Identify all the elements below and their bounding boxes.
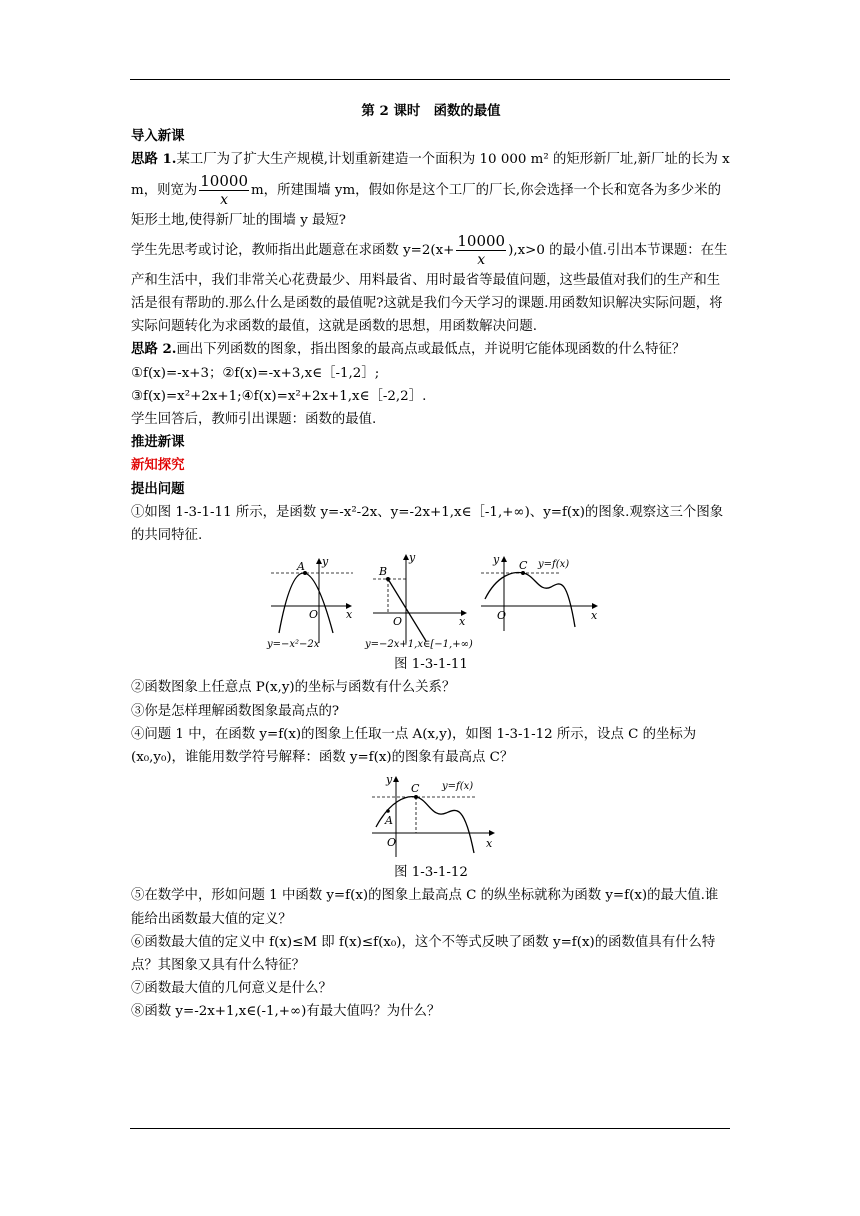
fraction-denominator: x (220, 191, 229, 208)
fig1-x-label-2: x (459, 615, 466, 629)
section-explore: 新知探究 (131, 457, 185, 474)
header-rule (130, 79, 730, 80)
idea1-paragraph (131, 148, 731, 231)
idea1-text-a: 某工厂为了扩大生产规模,计划重新建造一个面积为 10 000 m² 的矩形新厂址,新厂址的长为 x m，则宽为 (131, 152, 730, 198)
question-2: ②函数图象上任意点 P(x,y)的坐标与函数有什么关系？ (131, 680, 456, 696)
figure-1-3-1-11 (261, 551, 601, 651)
fig2-eq-fx: y=f(x) (442, 781, 474, 793)
fig1-origin-2: O (393, 615, 403, 629)
idea1-text-d: ),x>0 的最小值.引出本节课题：在生产和生活中，我们非常关心花费最少、用料最省、用时最省等最值问题，这些最值对我们的生产和生活是很有帮助的.那么什么是函数的最值呢?这就是我们今天学习的课题.用函数知识解决实际问题，将实际问题转化为求函数的最值，这就是函数的思想，用函数解决问题. (131, 242, 728, 335)
footer-rule (130, 1128, 730, 1129)
fig1-point-c: C (519, 559, 528, 573)
question-1: ①如图 1-3-1-11 所示，是函数 y=-x²-2x、y=-2x+1,x∈［-1,+∞)、y=f(x)的图象.观察这三个图象的共同特征. (131, 504, 724, 544)
fig1-x-label-3: x (591, 609, 598, 623)
question-4: ④问题 1 中，在函数 y=f(x)的图象上任取一点 A(x,y)，如图 1-3-1-12 所示，设点 C 的坐标为(x₀,y₀)，谁能用数学符号解释：函数 y=f(x)的图象有最高点 C？ (131, 726, 697, 766)
question-3: ③你是怎样理解函数图象最高点的? (131, 703, 340, 719)
fig2-x-label: x (486, 837, 493, 851)
fig1-x-label-1: x (346, 608, 353, 622)
section-question: 提出问题 (131, 480, 185, 497)
fig1-eq-fx: y=f(x) (538, 559, 570, 571)
fraction-numerator: 10000 (200, 171, 248, 190)
fraction-10000-x-2 (456, 232, 506, 269)
fraction-denominator: x (477, 251, 486, 268)
idea1-label: 思路 1. (131, 151, 177, 168)
figure-2-caption: 图 1-3-1-12 (394, 865, 468, 881)
fig1-eq-line: y=−2x+1,x∈[−1,+∞) (365, 639, 473, 651)
idea2-paragraph (131, 338, 731, 361)
fig1-eq-parabola: y=−x²−2x (267, 639, 320, 651)
fraction-numerator: 10000 (457, 231, 506, 250)
graph-fx (481, 553, 598, 631)
question-8: ⑧函数 y=-2x+1,x∈(-1,+∞)有最大值吗？为什么？ (131, 1004, 441, 1020)
idea2-label: 思路 2. (131, 341, 177, 358)
fig1-y-label-1: y (322, 555, 329, 569)
section-intro: 导入新课 (131, 128, 185, 145)
question-6: ⑥函数最大值的定义中 f(x)≤M 即 f(x)≤f(x₀)，这个不等式反映了函数 y=f(x)的函数值具有什么特点？其图象又具有什么特征？ (131, 934, 716, 974)
document-body (131, 100, 731, 1024)
fig2-y-label: y (386, 773, 393, 787)
fig1-point-b: B (379, 565, 388, 579)
section-new: 推进新课 (131, 434, 185, 451)
figure-1-3-1-12 (366, 773, 496, 859)
fraction-10000-x (199, 172, 249, 209)
idea1-analysis (131, 232, 731, 339)
fig1-origin-1: O (309, 608, 319, 622)
fig1-y-label-3: y (493, 553, 500, 567)
idea2-text: 画出下列函数的图象，指出图象的最高点或最低点，并说明它能体现函数的什么特征？ (176, 342, 686, 358)
fig1-point-a: A (297, 560, 305, 574)
idea2-line1: ①f(x)=-x+3；②f(x)=-x+3,x∈［-1,2］; (131, 365, 380, 381)
question-7: ⑦函数最大值的几何意义是什么？ (131, 981, 332, 997)
fig2-origin: O (387, 836, 397, 850)
figure-1-caption: 图 1-3-1-11 (394, 657, 468, 673)
question-5: ⑤在数学中，形如问题 1 中函数 y=f(x)的图象上最高点 C 的纵坐标就称为函数 y=f(x)的最大值.谁能给出函数最大值的定义？ (131, 888, 719, 927)
graph-parabola (266, 555, 353, 650)
fig2-point-c: C (411, 782, 420, 796)
idea2-line2: ③f(x)=x²+2x+1;④f(x)=x²+2x+1,x∈［-2,2］. (131, 388, 427, 404)
fig2-point-a: A (385, 814, 393, 828)
graph-line (364, 551, 473, 650)
fig1-y-label-2: y (409, 551, 416, 565)
fig1-origin-3: O (497, 609, 507, 623)
idea2-line3: 学生回答后，教师引出课题：函数的最值. (131, 412, 377, 428)
idea1-text-b: m，所建围墙 ym，假如你是这个工厂的厂长,你会选择一个长和宽各为多少米的矩形土地,使得新厂址的围墙 y 最短? (131, 182, 721, 228)
idea1-text-c: 学生先思考或讨论，教师指出此题意在求函数 y=2(x+ (131, 242, 455, 258)
page-title: 第 2 课时 函数的最值 (361, 103, 501, 119)
